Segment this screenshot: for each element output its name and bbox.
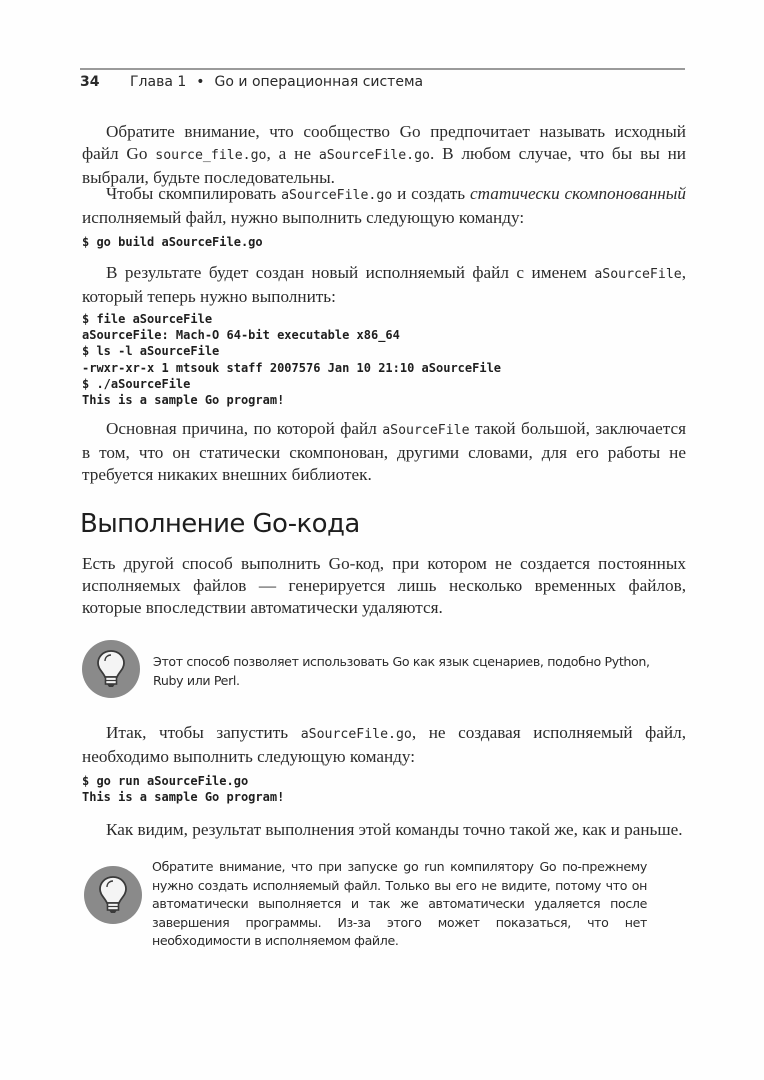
- text: такой большой, заключается в том, что он статически скомпонован, другими словами, для его работы не требуется никаких внешних библиотек.: [82, 419, 687, 484]
- inline-code: aSourceFile.go: [300, 727, 412, 742]
- code-line: aSourceFile: Mach-O 64-bit executable x86_64: [82, 328, 400, 343]
- paragraph-run-without-build: [82, 722, 686, 768]
- text: исполняемый файл, нужно выполнить следующую команду:: [82, 208, 525, 227]
- text: и создать: [392, 184, 470, 203]
- text: Как видим, результат выполнения этой команды точно такой же, как и раньше.: [106, 820, 683, 839]
- code-line: This is a sample Go program!: [82, 393, 285, 408]
- code-block-build: [82, 234, 263, 250]
- code-line: $ file aSourceFile: [82, 312, 213, 326]
- header-separator: •: [196, 74, 205, 90]
- text: В результате будет создан новый исполняемый файл с именем: [106, 263, 595, 282]
- code-line: $ go run aSourceFile.go: [82, 774, 249, 788]
- text: Есть другой способ выполнить Go-код, при котором не создается постоянных исполняемых файлов — генерируется лишь несколько временных файлов, которые впоследствии автоматически удаляются.: [82, 554, 686, 617]
- text: , не создавая исполняемый файл, необходимо выполнить следующую команду:: [82, 723, 686, 766]
- code-line: -rwxr-xr-x 1 mtsouk staff 2007576 Jan 10 21:10 aSourceFile: [82, 360, 502, 375]
- chapter-label: Глава 1: [130, 74, 187, 90]
- text: , а не: [266, 144, 319, 163]
- inline-code: source_file.go: [155, 148, 267, 163]
- text: Обратите внимание, что сообщество Go предпочитает называть исходный файл Go: [82, 122, 686, 163]
- text: Итак, чтобы запустить: [106, 723, 301, 742]
- text: . В любом случае, что бы вы ни выбрали, будьте последовательны.: [82, 144, 687, 187]
- text: , который теперь нужно выполнить:: [82, 263, 686, 306]
- text: Чтобы скомпилировать: [106, 184, 282, 203]
- lightbulb-icon: [82, 640, 140, 698]
- page-number: 34: [80, 74, 100, 90]
- section-heading: Выполнение Go-кода: [80, 509, 360, 539]
- lightbulb-icon: [84, 866, 142, 924]
- inline-code: aSourceFile: [594, 267, 682, 282]
- running-head: [80, 73, 423, 91]
- code-line: $ ls -l aSourceFile: [82, 344, 220, 359]
- paragraph-go-run-intro: [82, 553, 686, 619]
- code-line: $ go build aSourceFile.go: [82, 235, 263, 249]
- tip-text: Обратите внимание, что при запуске go run компилятору Go по-прежнему нужно создать исполняемый файл. Только вы его не видите, потому что он автоматически выполняется и так же автоматически удаляется после завершения программы. Из-за этого может показаться, что нет необходимости в исполняемом файле.: [152, 859, 647, 948]
- header-rule: [80, 68, 685, 70]
- inline-code: aSourceFile.go: [318, 148, 430, 163]
- paragraph-naming-convention: [82, 121, 686, 189]
- tip-text: Этот способ позволяет использовать Go как язык сценариев, подобно Python, Ruby или Perl.: [153, 654, 650, 688]
- inline-code: aSourceFile.go: [281, 188, 393, 203]
- paragraph-compile: [82, 183, 686, 229]
- code-line: $ ./aSourceFile: [82, 376, 191, 391]
- chapter-title: Go и операционная система: [214, 74, 424, 90]
- code-block-file: [82, 311, 501, 408]
- paragraph-static-linking: [82, 418, 686, 486]
- text: Основная причина, по которой файл: [106, 419, 383, 438]
- paragraph-result: [82, 262, 686, 308]
- paragraph-same-result: [82, 819, 686, 841]
- inline-code: aSourceFile: [382, 423, 470, 438]
- code-line: This is a sample Go program!: [82, 790, 285, 805]
- emphasis: статически скомпонованный: [469, 184, 686, 203]
- code-block-run: [82, 773, 284, 805]
